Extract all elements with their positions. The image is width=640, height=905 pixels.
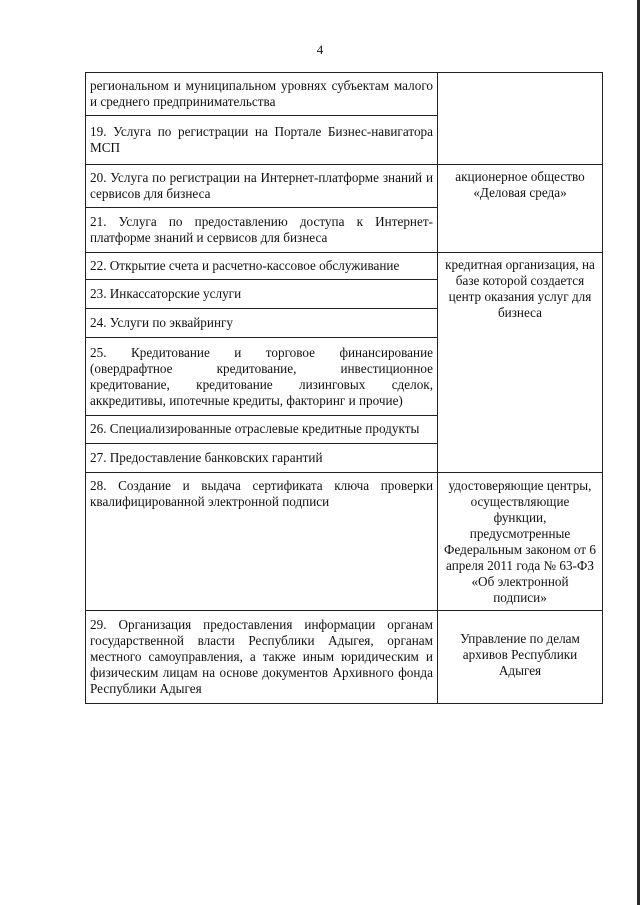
service-cell: 20. Услуга по регистрации на Интернет-платформе знаний и сервисов для бизнеса — [90, 170, 433, 201]
org-cell-empty — [438, 73, 603, 165]
service-cell: 25. Кредитование и торговое финансирование (овердрафтное кредитование, инвестиционное кредитование, кредитование лизинговых сделок, аккредитивы, ипотечные кредиты, факторинг и прочие) — [90, 345, 433, 408]
service-cell: 28. Создание и выдача сертификата ключа проверки квалифицированной электронной подписи — [90, 478, 433, 509]
service-cell: 29. Организация предоставления информации органам государственной власти Республики Адыгея, органам местного самоуправления, а также иным юридическим и физическим лицам на основе документов Архивного фонда Республики Адыгея — [90, 617, 433, 696]
org-credit-organization: кредитная организация, на базе которой создается центр оказания услуг для бизнеса — [445, 257, 595, 320]
service-cell: 27. Предоставление банковских гарантий — [90, 450, 323, 465]
table-row — [86, 73, 603, 116]
table-row — [86, 165, 603, 208]
table-row — [86, 473, 603, 611]
services-table — [85, 72, 603, 704]
service-cell: 26. Специализированные отраслевые кредитные продукты — [90, 421, 420, 436]
service-cell: региональном и муниципальном уровнях субъектам малого и среднего предпринимательства — [90, 78, 433, 109]
service-cell: 23. Инкассаторские услуги — [90, 286, 242, 301]
page-number: 4 — [316, 42, 324, 57]
service-cell: 24. Услуги по эквайрингу — [90, 315, 234, 330]
org-certification-centers: удостоверяющие центры, осуществляющие функции, предусмотренные Федеральным законом от 6 апреля 2011 года № 63-ФЗ «Об электронной подписи» — [444, 478, 596, 605]
service-cell: 21. Услуга по предоставлению доступа к Интернет-платформе знаний и сервисов для бизнеса — [90, 214, 433, 245]
org-delovaya-sreda: акционерное общество «Деловая среда» — [455, 169, 585, 200]
table-row — [86, 253, 603, 280]
table-row — [86, 611, 603, 704]
service-cell: 22. Открытие счета и расчетно-кассовое обслуживание — [90, 258, 400, 273]
org-archives-department: Управление по делам архивов Республики Адыгея — [460, 631, 580, 678]
service-cell: 19. Услуга по регистрации на Портале Бизнес-навигатора МСП — [90, 124, 433, 155]
